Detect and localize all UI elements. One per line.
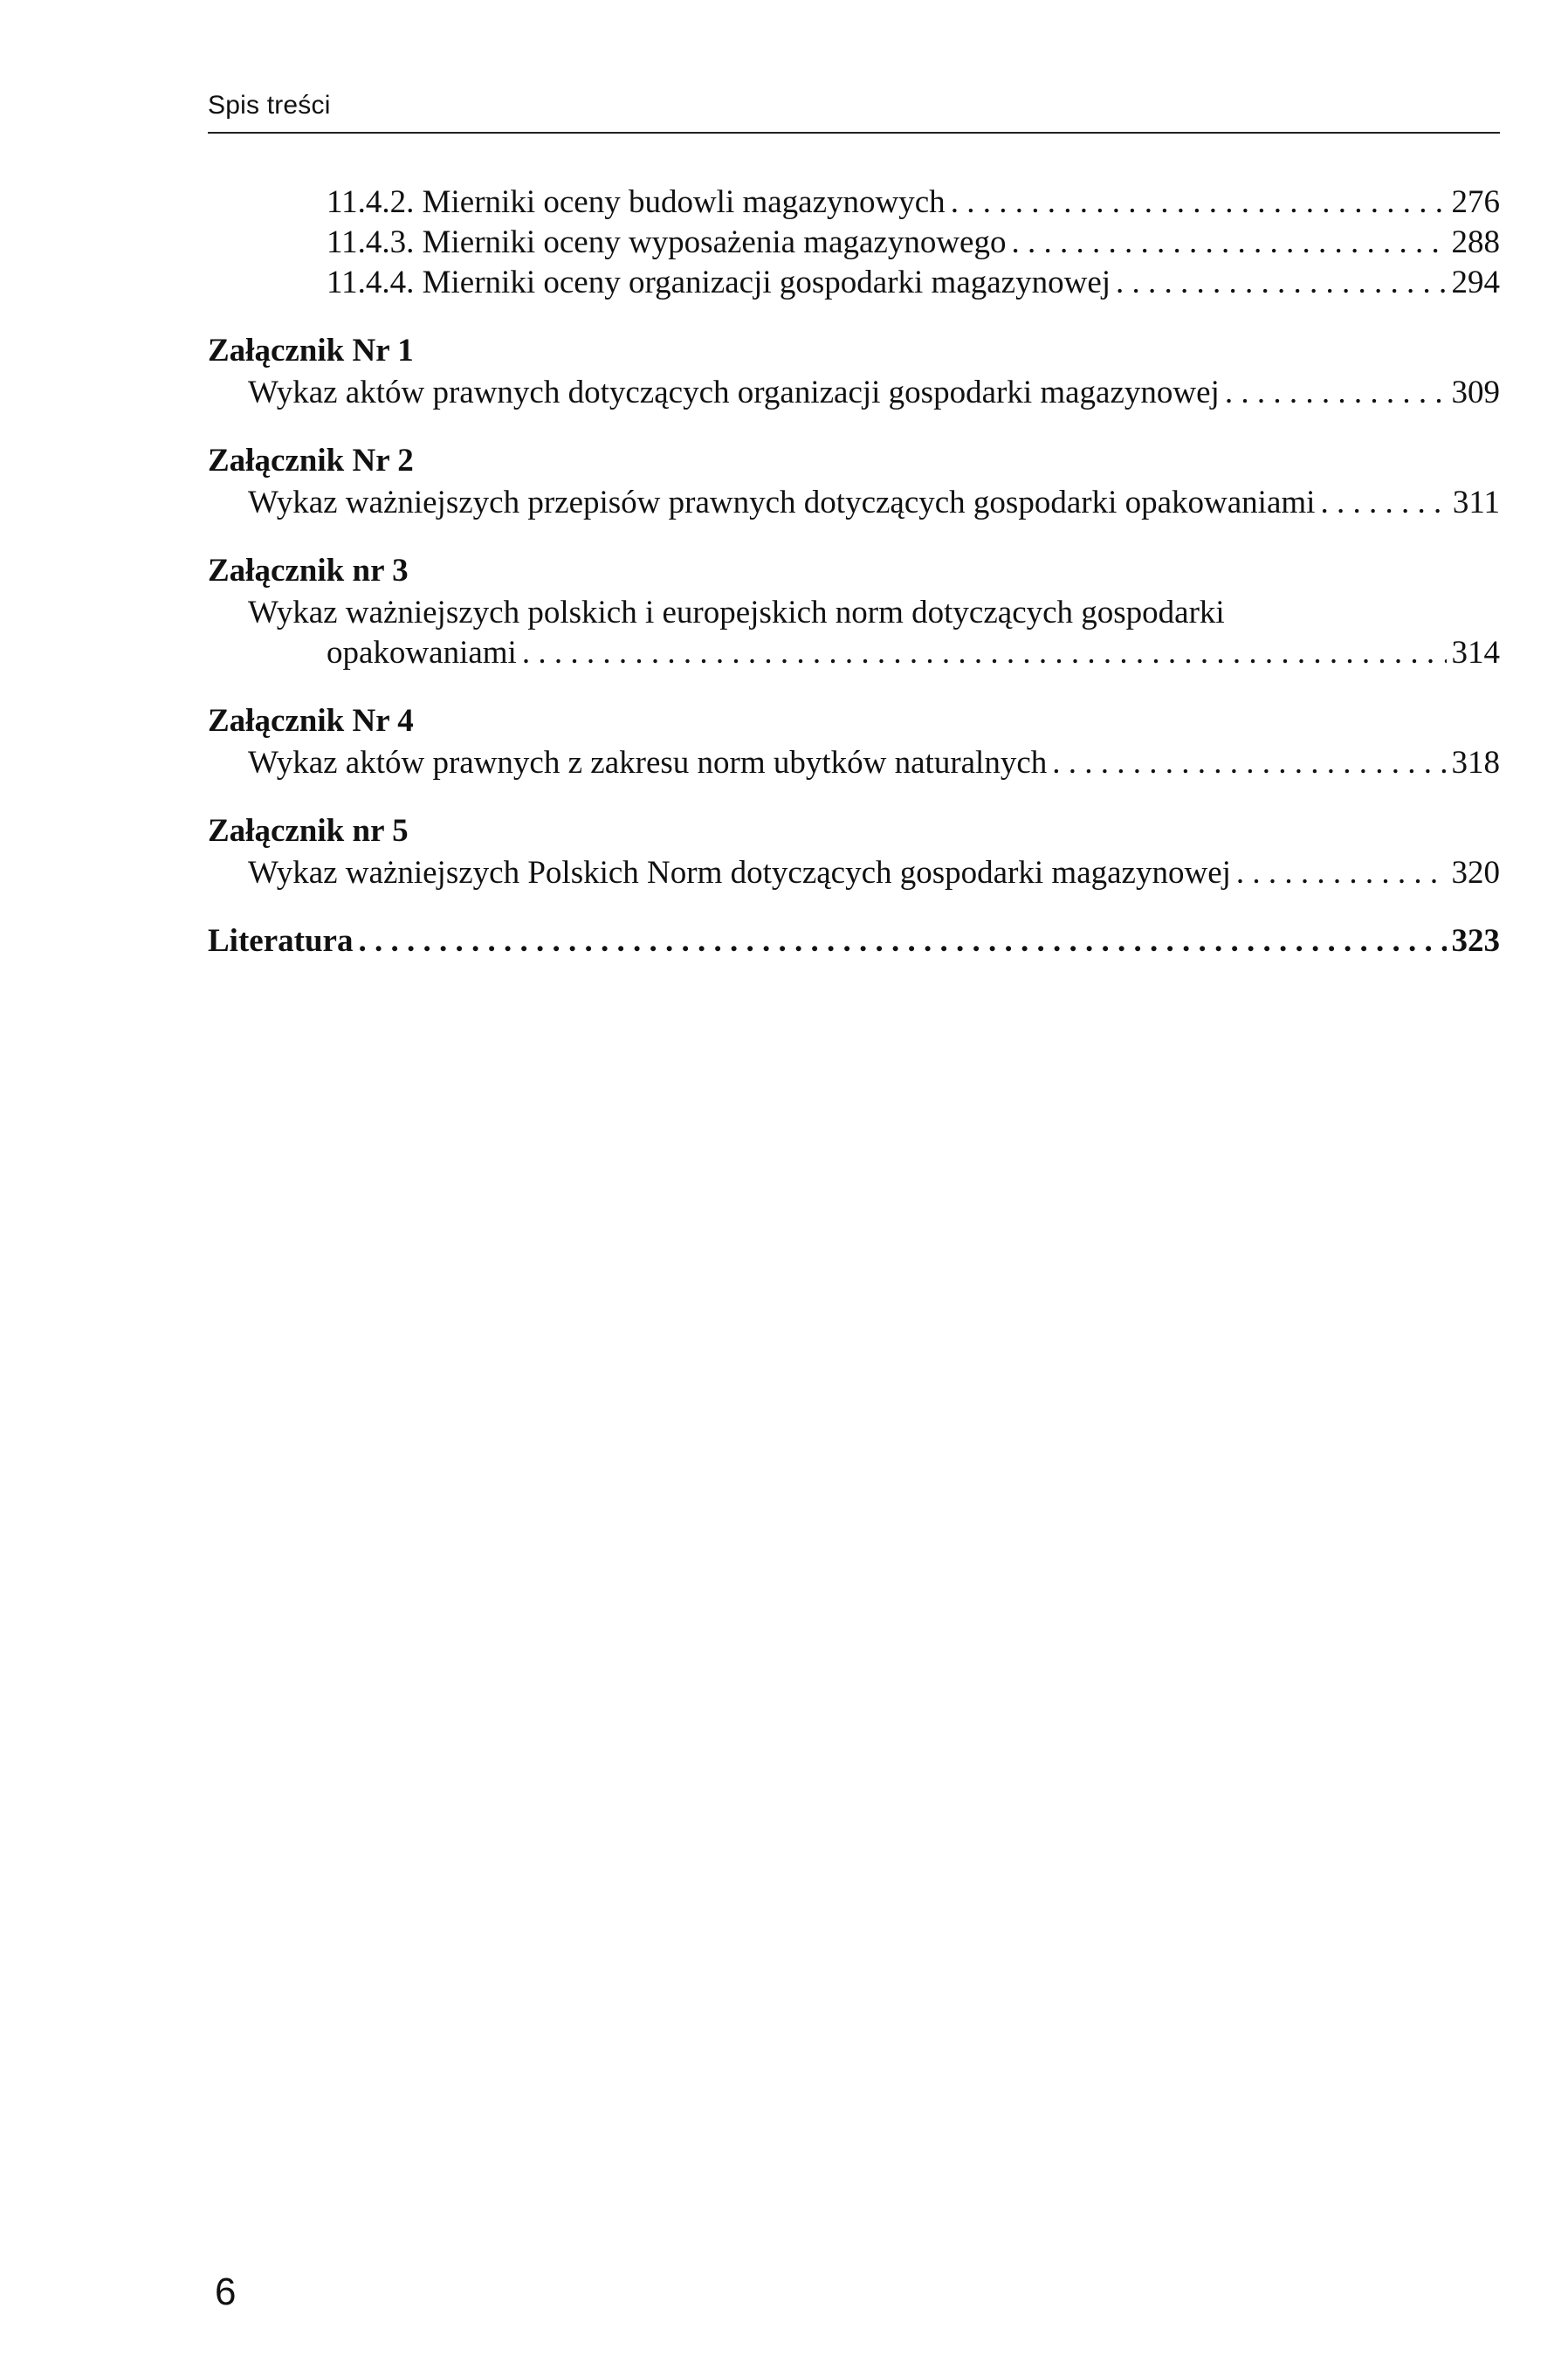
dot-leader	[1052, 742, 1446, 784]
toc-entry-appendix-5[interactable]	[248, 852, 1500, 894]
toc-entry-title: Wykaz aktów prawnych z zakresu norm ubytków naturalnych	[248, 745, 1048, 781]
toc-entry-title: Literatura	[208, 923, 354, 959]
toc-entry-11-4-3[interactable]	[327, 222, 1500, 264]
toc-entry-title: opakowaniami	[327, 635, 517, 671]
dot-leader	[1236, 852, 1447, 894]
toc-entry-page: 276	[1451, 184, 1500, 220]
toc-entry-page: 288	[1451, 224, 1500, 260]
toc-entry-page: 318	[1451, 745, 1500, 781]
toc-entry-appendix-2[interactable]	[248, 482, 1500, 524]
appendix-3-heading: Załącznik nr 3	[208, 553, 409, 589]
appendix-5-heading: Załącznik nr 5	[208, 813, 409, 849]
toc-entry-page: 294	[1451, 265, 1500, 300]
toc-entry-appendix-3[interactable]	[327, 632, 1500, 674]
toc-entry-11-4-4[interactable]	[327, 262, 1500, 304]
toc-entry-title: Wykaz aktów prawnych dotyczących organizacji gospodarki magazynowej	[248, 375, 1220, 410]
toc-entry-appendix-3-line1[interactable]: Wykaz ważniejszych polskich i europejskich norm dotyczących gospodarki	[248, 595, 1225, 630]
dot-leader	[1320, 482, 1447, 524]
toc-entry-page: 311	[1452, 485, 1500, 520]
toc-entry-title: 11.4.2. Mierniki oceny budowli magazynowych	[327, 184, 946, 220]
toc-entry-title: Wykaz ważniejszych Polskich Norm dotyczących gospodarki magazynowej	[248, 855, 1231, 891]
header-rule	[208, 132, 1500, 134]
appendix-2-heading: Załącznik Nr 2	[208, 443, 414, 479]
toc-entry-title: Wykaz ważniejszych przepisów prawnych dotyczących gospodarki opakowaniami	[248, 485, 1316, 520]
toc-entry-literatura[interactable]	[208, 920, 1500, 962]
toc-entry-title: 11.4.3. Mierniki oceny wyposażenia magazynowego	[327, 224, 1007, 260]
dot-leader	[951, 182, 1447, 224]
toc-entry-appendix-4[interactable]	[248, 742, 1500, 784]
toc-entry-appendix-1[interactable]	[248, 372, 1500, 414]
dot-leader	[522, 632, 1447, 674]
dot-leader	[1116, 262, 1446, 304]
toc-entry-title: 11.4.4. Mierniki oceny organizacji gospodarki magazynowej	[327, 265, 1111, 300]
appendix-4-heading: Załącznik Nr 4	[208, 703, 414, 739]
appendix-1-heading: Załącznik Nr 1	[208, 333, 414, 369]
toc-entry-page: 323	[1451, 923, 1500, 959]
running-header: Spis treści	[208, 91, 331, 120]
toc-entry-page: 309	[1451, 375, 1500, 410]
toc-entry-11-4-2[interactable]	[327, 182, 1500, 224]
dot-leader	[1011, 222, 1446, 264]
page-number: 6	[215, 2270, 237, 2313]
dot-leader	[358, 920, 1446, 962]
dot-leader	[1225, 372, 1447, 414]
toc-entry-page: 314	[1451, 635, 1500, 671]
toc-entry-page: 320	[1451, 855, 1500, 891]
